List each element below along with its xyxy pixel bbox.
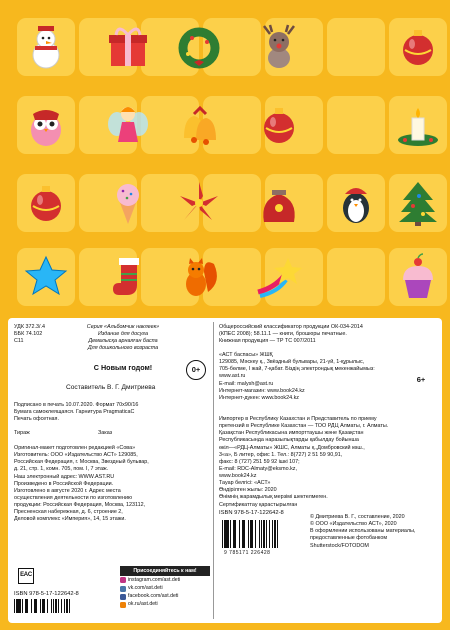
vk-icon bbox=[120, 586, 126, 592]
squirrel-icon[interactable] bbox=[170, 248, 228, 306]
christmas-ornament-icon[interactable] bbox=[250, 96, 308, 154]
importer-line: Өндірілген жылы: 2020 bbox=[219, 487, 277, 494]
column-divider bbox=[213, 322, 214, 619]
udk-line: ББК 74.102 bbox=[14, 331, 43, 338]
social-link[interactable] bbox=[120, 577, 210, 584]
isbn-right: ISBN 978-5-17-122642-8 bbox=[219, 510, 284, 516]
christmas-ornament-icon[interactable] bbox=[17, 174, 75, 232]
facebook-icon bbox=[120, 594, 126, 600]
udk-line: УДК 372.3/.4 bbox=[14, 324, 45, 330]
copyright-block bbox=[310, 514, 415, 550]
kz-publisher-line: 705-бөлме, I жай, 7-қабат. Біздің электрондық мекенжайымыз: bbox=[219, 366, 375, 373]
social-link[interactable] bbox=[120, 593, 210, 600]
classifier-line: Книжная продукция — ТР ТС 007/2011 bbox=[219, 338, 316, 345]
barcode-digits-right: 9 785171 226428 bbox=[224, 550, 271, 556]
imprint-panel bbox=[8, 318, 442, 623]
print-info-line: Бумага самоклеящаяся. Гарнитура PragmaticaC bbox=[14, 409, 135, 416]
importer-line: Қазақстан Республикасына импорттаушы және Қазақстан bbox=[219, 430, 364, 437]
sticker-slot bbox=[327, 248, 385, 306]
copyright-line: © ООО «Издательство АСТ», 2020 bbox=[310, 521, 397, 528]
importer-line: претензий в Республике Казахстан — ТОО РДЦ Алматы, г. Алматы. bbox=[219, 423, 389, 430]
series-line: Демалысқа арналған баспа bbox=[88, 338, 158, 345]
shooting-star-icon[interactable] bbox=[250, 248, 308, 306]
social-link-text: facebook.com/ast.deti bbox=[128, 593, 179, 600]
sticker-slot bbox=[327, 96, 385, 154]
print-info-line: Печать офсетная. bbox=[14, 416, 59, 423]
reindeer-icon[interactable] bbox=[250, 18, 308, 76]
santa-sack-icon[interactable] bbox=[250, 174, 308, 232]
candle-icon[interactable] bbox=[389, 96, 447, 154]
copyright-line: В оформлении использованы материалы, bbox=[310, 528, 416, 535]
social-title: Присоединяйтесь к нам! bbox=[120, 566, 210, 576]
social-link-text: instagram.com/ast.deti bbox=[128, 577, 181, 584]
tirage-label: Тираж bbox=[14, 430, 30, 436]
kz-publisher-block bbox=[219, 352, 375, 402]
series-line: Серия «Альбомчик наклеек» bbox=[86, 324, 160, 330]
star-icon[interactable] bbox=[17, 248, 75, 306]
series-block bbox=[63, 324, 183, 353]
christmas-tree-icon[interactable] bbox=[389, 174, 447, 232]
jingle-bells-icon[interactable] bbox=[170, 96, 228, 154]
publisher-info-line: Изготовитель: ООО «Издательство АСТ» 129085, bbox=[14, 452, 138, 459]
importer-line: Сертификаттау қарастырылған bbox=[219, 501, 298, 508]
udk-line: С11 bbox=[14, 338, 24, 345]
kz-publisher-line: www.ast.ru bbox=[219, 373, 246, 380]
kz-publisher-line: Интернет-дүкен: www.book24.kz bbox=[219, 394, 299, 401]
fairy-icon[interactable] bbox=[99, 96, 157, 154]
publisher-info-line: Оригинал-макет подготовлен редакцией «Сова» bbox=[14, 445, 136, 451]
book-title: С Новым годом! bbox=[93, 363, 153, 372]
publisher-info-line: Российская Федерация, г. Москва, Звездный бульвар, bbox=[14, 459, 149, 466]
owl-icon[interactable] bbox=[17, 96, 75, 154]
publisher-info-line: Деловой комплекс «Империя», 14, 15 этажи. bbox=[14, 516, 126, 523]
classifier-line: Общероссийский классификатор продукции ОК-034-2014 bbox=[219, 324, 363, 330]
importer-line: Тауар белгісі: «АСТ» bbox=[219, 480, 271, 487]
christmas-stocking-icon[interactable] bbox=[99, 248, 157, 306]
kz-publisher-line: Интернет-магазин: www.book24.kz bbox=[219, 387, 305, 394]
kz-publisher-line: «АСТ баспасы» ЖШҚ bbox=[219, 352, 273, 358]
print-info bbox=[14, 402, 138, 423]
series-line: Для дошкольного возраста bbox=[87, 345, 159, 352]
publisher-info-line: д. 21, стр. 1, комн. 705, пом. I, 7 этаж. bbox=[14, 466, 109, 473]
barcode-left bbox=[14, 599, 100, 613]
penguin-icon[interactable] bbox=[327, 174, 385, 232]
order-label: Заказ bbox=[98, 430, 113, 436]
importer-line: Республикасында наразылықтарды қабылдау бойынша bbox=[219, 437, 359, 444]
eac-mark: EAC bbox=[18, 568, 34, 584]
compiler: Составитель В. Г. Дмитриева bbox=[66, 384, 156, 391]
copyright-line: © Дмитриева В. Г., составление, 2020 bbox=[310, 514, 405, 520]
copyright-line: предоставленные фотобанком bbox=[310, 535, 388, 542]
importer-line: 3«а», Б литер, офис 1. Тел.: 8(727) 2 51 59 90,91, bbox=[219, 451, 343, 458]
age-mark-6: 6+ bbox=[416, 375, 426, 385]
kz-publisher-line: 129085, Мәскеу қ., Звёздный бульвары, 21-үй, 1-құрылыс, bbox=[219, 359, 365, 366]
udk-block bbox=[14, 324, 45, 345]
publisher-info-line: Пресненская набережная, д. 6, строение 2, bbox=[14, 509, 123, 516]
instagram-icon bbox=[120, 577, 126, 583]
classifier-line: (КПЕС 2008); 58.11.1 — книги, брошюры печатные. bbox=[219, 331, 347, 338]
classifier-block bbox=[219, 324, 363, 345]
cupcake-icon[interactable] bbox=[389, 248, 447, 306]
importer-line: www.book24.kz bbox=[219, 473, 257, 479]
importer-line: E-mail: RDC-Almaty@eksmo.kz, bbox=[219, 465, 297, 472]
snowman-icon[interactable] bbox=[17, 18, 75, 76]
gift-box-icon[interactable] bbox=[99, 18, 157, 76]
publisher-info-line: Произведено в Российской Федерации. bbox=[14, 480, 114, 487]
age-mark-0: 0+ bbox=[186, 360, 206, 380]
print-info-line: Подписано в печать 10.07.2020. Формат 70х90/16 bbox=[14, 402, 139, 408]
importer-line: Өнімнің жарамдылық мерзімі шектелмеген. bbox=[219, 494, 328, 501]
social-link-text: vk.com/ast.deti bbox=[128, 585, 163, 592]
importer-line: өкіл—«РДЦ-Алматы» ЖШС, Алматы қ.,Домбровский көш., bbox=[219, 444, 365, 451]
copyright-line: Shutterstock/FOTODOM bbox=[310, 542, 369, 549]
kz-publisher-line: E-mail: malysh@ast.ru bbox=[219, 380, 274, 387]
sticker-slot bbox=[327, 18, 385, 76]
publisher-info-line: Изготовлено в августе 2020 г. Адрес места bbox=[14, 487, 121, 494]
importer-line: Импортер в Республику Казахстан и Представитель по приему bbox=[219, 416, 377, 422]
importer-block bbox=[219, 416, 388, 509]
social-block bbox=[120, 566, 210, 608]
barcode-right bbox=[222, 520, 308, 548]
odnoklassniki-icon bbox=[120, 602, 126, 608]
poinsettia-icon[interactable] bbox=[170, 174, 228, 232]
publisher-info bbox=[14, 445, 149, 523]
importer-line: факс: 8 (727) 251 59 92 ішкі 107; bbox=[219, 458, 300, 465]
series-line: Издание для досуга bbox=[97, 331, 149, 338]
ice-cream-cone-icon[interactable] bbox=[99, 174, 157, 232]
publisher-info-line: продукции: Российская Федерация, Москва, 123112, bbox=[14, 502, 146, 508]
isbn-left: ISBN 978-5-17-122642-8 bbox=[14, 591, 79, 597]
social-link-text: ok.ru/ast.deti bbox=[128, 601, 158, 608]
social-link[interactable] bbox=[120, 601, 210, 608]
publisher-info-line: осуществления деятельности по изготовлению bbox=[14, 494, 133, 501]
christmas-ornament-icon[interactable] bbox=[389, 18, 447, 76]
social-link[interactable] bbox=[120, 585, 210, 592]
christmas-wreath-icon[interactable] bbox=[170, 18, 228, 76]
publisher-info-line: Наш электронный адрес: WWW.AST.RU bbox=[14, 473, 115, 480]
